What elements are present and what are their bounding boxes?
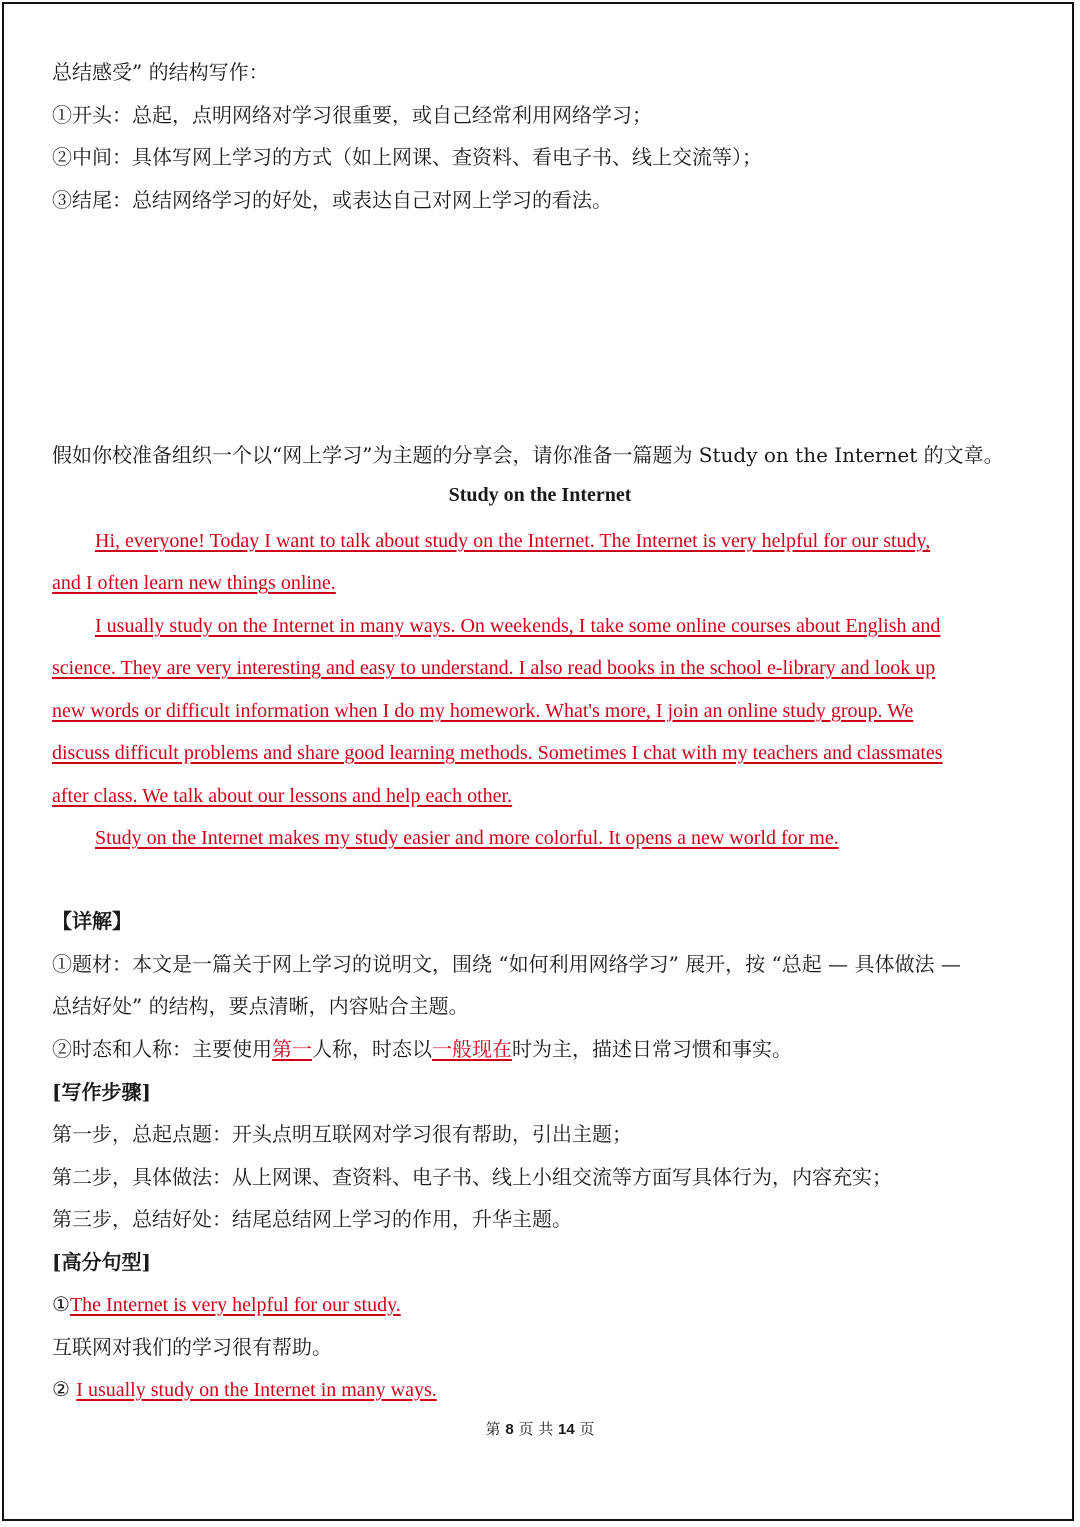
steps-heading: [写作步骤] xyxy=(52,1080,151,1104)
person-answer: 第一 xyxy=(272,1037,312,1061)
sentence-1 xyxy=(52,1290,401,1319)
essay-line-3: I usually study on the Internet in many ways. On weekends, I take some online courses about English and xyxy=(95,615,941,637)
structure-point-2: ②中间：具体写网上学习的方式（如上网课、查资料、看电子书、线上交流等）； xyxy=(52,145,762,169)
essay-line-7: after class. We talk about our lessons and help each other. xyxy=(52,785,513,807)
sentence-1-en: The Internet is very helpful for our study. xyxy=(69,1294,401,1316)
sentence-2-num: ② xyxy=(52,1377,70,1401)
page-footer xyxy=(0,1418,1080,1439)
essay-line-2: and I often learn new things online. xyxy=(52,572,336,594)
structure-point-3: ③结尾：总结网络学习的好处，或表达自己对网上学习的看法。 xyxy=(52,188,612,212)
essay-line-5: new words or difficult information when I do my homework. What's more, I join an online study group. We xyxy=(52,700,914,722)
step-1: 第一步，总起点题：开头点明互联网对学习很有帮助，引出主题； xyxy=(52,1122,632,1146)
structure-intro: 总结感受” 的结构写作： xyxy=(52,60,269,84)
essay-line-1: Hi, everyone! Today I want to talk about study on the Internet. The Internet is very helpful for our study, xyxy=(95,530,931,552)
step-3: 第三步，总结好处：结尾总结网上学习的作用，升华主题。 xyxy=(52,1207,572,1231)
essay-line-6: discuss difficult problems and share good learning methods. Sometimes I chat with my teachers and classmates xyxy=(52,742,943,764)
detail-2-pre: ②时态和人称：主要使用 xyxy=(52,1037,272,1061)
footer-page-number: 8 xyxy=(505,1421,514,1438)
essay-title: Study on the Internet xyxy=(448,484,632,506)
detail-2 xyxy=(52,1035,792,1063)
sentence-1-num: ① xyxy=(52,1292,70,1316)
detail-2-post: 时为主，描述日常习惯和事实。 xyxy=(512,1037,792,1061)
sentence-1-translation: 互联网对我们的学习很有帮助。 xyxy=(52,1335,332,1359)
footer-total-pages: 14 xyxy=(558,1421,575,1438)
sentence-2-en: I usually study on the Internet in many ways. xyxy=(76,1379,437,1401)
essay-line-4: science. They are very interesting and easy to understand. I also read books in the school e-library and look up xyxy=(52,657,936,679)
essay-line-8: Study on the Internet makes my study easier and more colorful. It opens a new world for me. xyxy=(95,827,839,849)
writing-prompt: 假如你校准备组织一个以“网上学习”为主题的分享会，请你准备一篇题为 Study on the Internet 的文章。 xyxy=(52,443,1004,467)
detail-1-line-a: ①题材：本文是一篇关于网上学习的说明文，围绕 “如何利用网络学习” 展开，按 “总起 — 具体做法 — xyxy=(52,952,961,976)
footer-pre: 第 xyxy=(485,1420,501,1438)
step-2: 第二步，具体做法：从上网课、查资料、电子书、线上小组交流等方面写具体行为，内容充实； xyxy=(52,1165,892,1189)
sentence-2 xyxy=(52,1375,437,1404)
detail-2-mid: 人称，时态以 xyxy=(312,1037,432,1061)
tense-answer: 一般现在 xyxy=(432,1037,512,1061)
sentences-heading: [高分句型] xyxy=(52,1250,151,1274)
detail-1-line-b: 总结好处” 的结构，要点清晰，内容贴合主题。 xyxy=(52,994,469,1018)
structure-point-1: ①开头：总起，点明网络对学习很重要，或自己经常利用网络学习； xyxy=(52,103,652,127)
footer-mid: 页 共 xyxy=(518,1420,554,1438)
footer-post: 页 xyxy=(579,1420,595,1438)
detail-heading: 【详解】 xyxy=(52,909,132,933)
